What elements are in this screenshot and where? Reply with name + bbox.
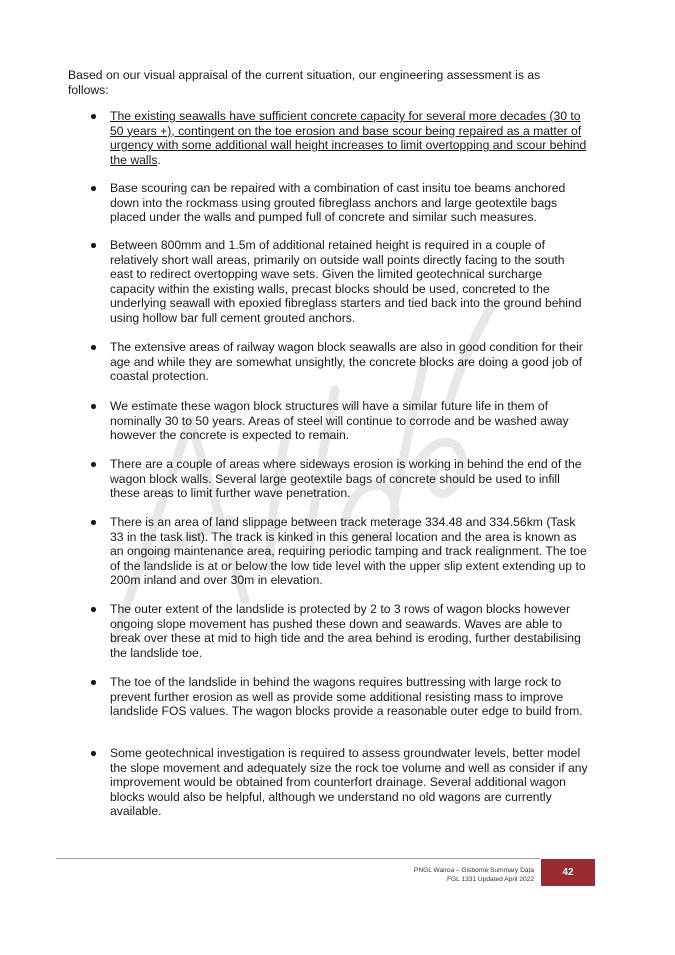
footer-reference-line: FGL 1331 Updated April 2022 bbox=[447, 876, 534, 883]
bullet-text: The toe of the landslide in behind the wagons requires buttressing with large rock to prevent further erosion as well as provide some additional resisting mass to improve landslide FOS values. The wagon blocks provide a reasonable outer edge to build from. bbox=[110, 675, 583, 719]
bullet-icon bbox=[91, 186, 96, 191]
bullet-icon bbox=[91, 462, 96, 467]
bullet-icon bbox=[91, 345, 96, 350]
footer-caption bbox=[414, 866, 534, 884]
bullet-text: Base scouring can be repaired with a combination of cast insitu toe beams anchored down into the rockmass using grouted fibreglass anchors and large geotextile bags placed under the walls and pumped full of concrete and similar such measures. bbox=[110, 181, 566, 225]
intro-paragraph: Based on our visual appraisal of the current situation, our engineering assessment is as follows: bbox=[68, 68, 541, 97]
bullet-text: The outer extent of the landslide is protected by 2 to 3 rows of wagon blocks however ongoing slope movement has pushed these down and seawards. Waves are able to break over these at mid to high tide and the area behind is eroding, further destabilising the landslide toe. bbox=[110, 602, 581, 660]
bullet-icon bbox=[91, 243, 96, 248]
bullet-icon bbox=[91, 404, 96, 409]
underlined-text: The existing seawalls have sufficient concrete capacity for several more decades (30 to 50 years +), contingent on the toe erosion and base scour being repaired as a matter of urgency with some additional wall height increases to limit overtopping and scour behind the walls bbox=[110, 109, 587, 167]
bullet-icon bbox=[91, 607, 96, 612]
page-number-badge: 42 bbox=[541, 859, 595, 886]
bullet-icon bbox=[91, 114, 96, 119]
bullet-text: Some geotechnical investigation is required to assess groundwater levels, better model the slope movement and adequately size the rock toe volume and well as consider if any improvement would be obtained from counterfort drainage. Several additional wagon blocks would also be helpful, although we understand no old wagons are currently available. bbox=[110, 746, 588, 819]
bullet-icon bbox=[91, 680, 96, 685]
footer-project-line: PNGL Wairoa – Gisborne Summary Data bbox=[413, 867, 534, 874]
bullet-text: There is an area of land slippage between track meterage 334.48 and 334.56km (Task 33 in the task list). The track is kinked in this general location and the area is known as an ongoing maintenance area, requiring periodic tamping and track realignment. The toe of the landslide is at or below the low tide level with the upper slip extent extending up to 200m inland and over 30m in elevation. bbox=[110, 515, 587, 588]
bullet-icon bbox=[91, 520, 96, 525]
bullet-text: Between 800mm and 1.5m of additional retained height is required in a couple of relatively short wall areas, primarily on outside wall points directly facing to the south east to redirect overtopping wave sets. Given the limited geotechnical surcharge capacity within the existing walls, precast blocks should be used, concreted to the underlying seawall with epoxied fibreglass starters and tied back into the ground behind using hollow bar full cement grouted anchors. bbox=[110, 238, 582, 325]
footer-divider bbox=[56, 858, 540, 859]
bullet-text: The extensive areas of railway wagon block seawalls are also in good condition for their age and while they are somewhat unsightly, the concrete blocks are doing a good job of coastal protection. bbox=[110, 340, 583, 384]
bullet-text: We estimate these wagon block structures will have a similar future life in them of nominally 30 to 50 years. Areas of steel will continue to corrode and be washed away however the concrete is expected to remain. bbox=[110, 399, 569, 443]
bullet-text: There are a couple of areas where sideways erosion is working in behind the end of the wagon block walls. Several large geotextile bags of concrete should be used to infill these areas to limit further wave penetration. bbox=[110, 457, 582, 501]
bullet-icon bbox=[91, 751, 96, 756]
bullet-text: The existing seawalls have sufficient concrete capacity for several more decades (30 to 50 years +), contingent on the toe erosion and base scour being repaired as a matter of urgency with some additional wall height increases to limit overtopping and scour behind the walls. bbox=[110, 109, 587, 167]
